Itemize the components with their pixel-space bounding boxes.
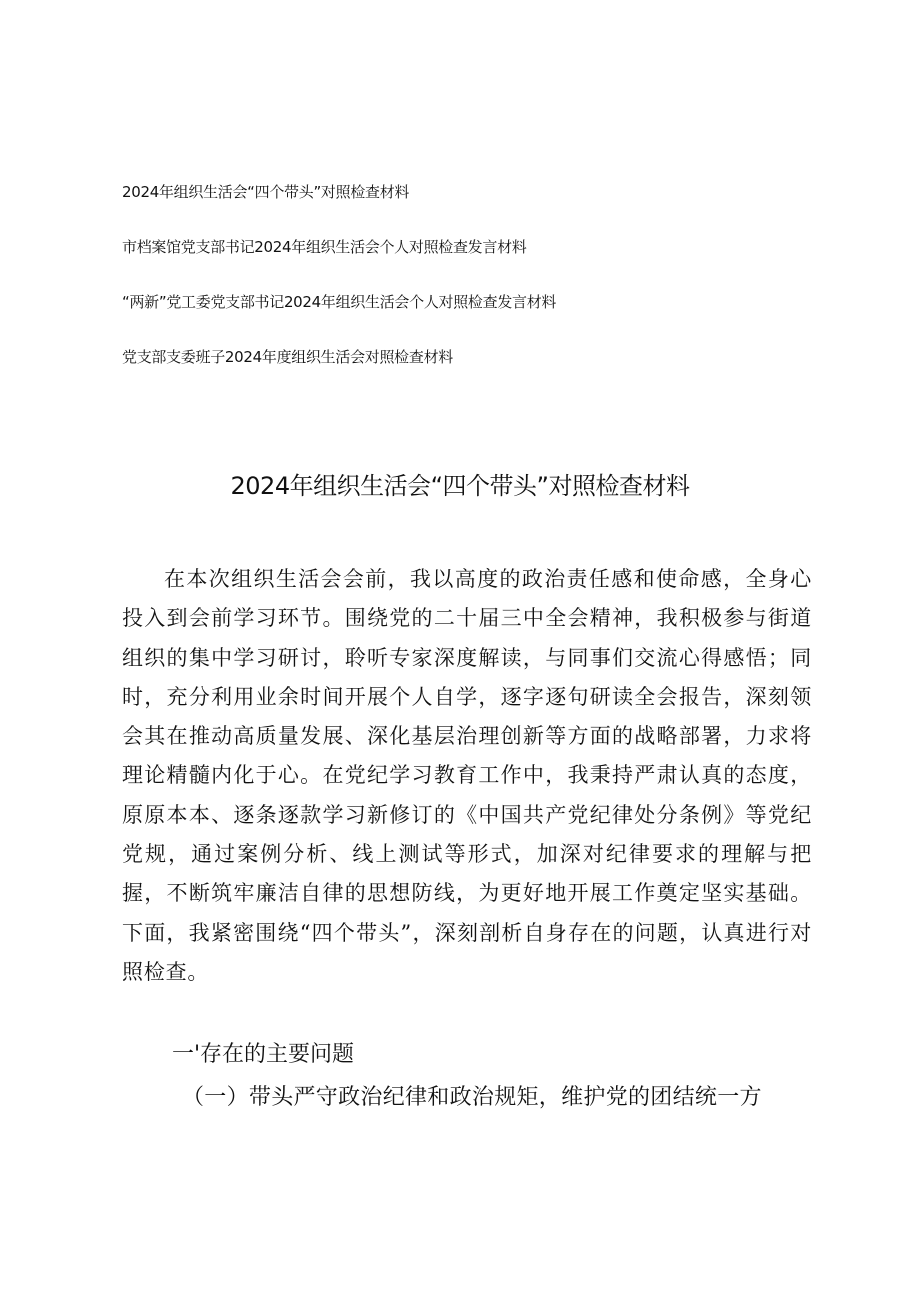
body-paragraph: 在本次组织生活会会前，我以高度的政治责任感和使命感，全身心投入到会前学习环节。围绕党的二十届三中全会精神，我积极参与街道组织的集中学习研讨，聆听专家深度解读，与同事们交流心得感悟；同时，充分利用业余时间开展个人自学，逐字逐句研读全会报告，深刻领会其在推动高质量发展、深化基层治理创新等方面的战略部署，力求将理论精髓内化于心。在党纪学习教育工作中，我秉持严肃认真的态度，原原本本、逐条逐款学习新修订的《中国共产党纪律处分条例》等党纪党规，通过案例分析、线上测试等形式，加深对纪律要求的理解与把握，不断筑牢廉洁自律的思想防线，为更好地开展工作奠定坚实基础。下面，我紧密围绕“四个带头”，深刻剖析自身存在的问题，认真进行对照检查。 (122, 567, 812, 984)
subsection-heading: （一）带头严守政治纪律和政治规矩，维护党的团结统一方 (182, 1085, 762, 1110)
toc-item: 市档案馆党支部书记2024年组织生活会个人对照检查发言材料 (122, 238, 527, 256)
toc-item: 党支部支委班子2024年度组织生活会对照检查材料 (122, 348, 453, 366)
toc-item: “两新”党工委党支部书记2024年组织生活会个人对照检查发言材料 (122, 293, 557, 311)
document-title: 2024年组织生活会“四个带头”对照检查材料 (230, 472, 690, 500)
toc-item: 2024年组织生活会“四个带头”对照检查材料 (122, 183, 410, 201)
table-of-contents (122, 180, 842, 400)
section-heading: 一'存在的主要问题 (172, 1042, 355, 1067)
